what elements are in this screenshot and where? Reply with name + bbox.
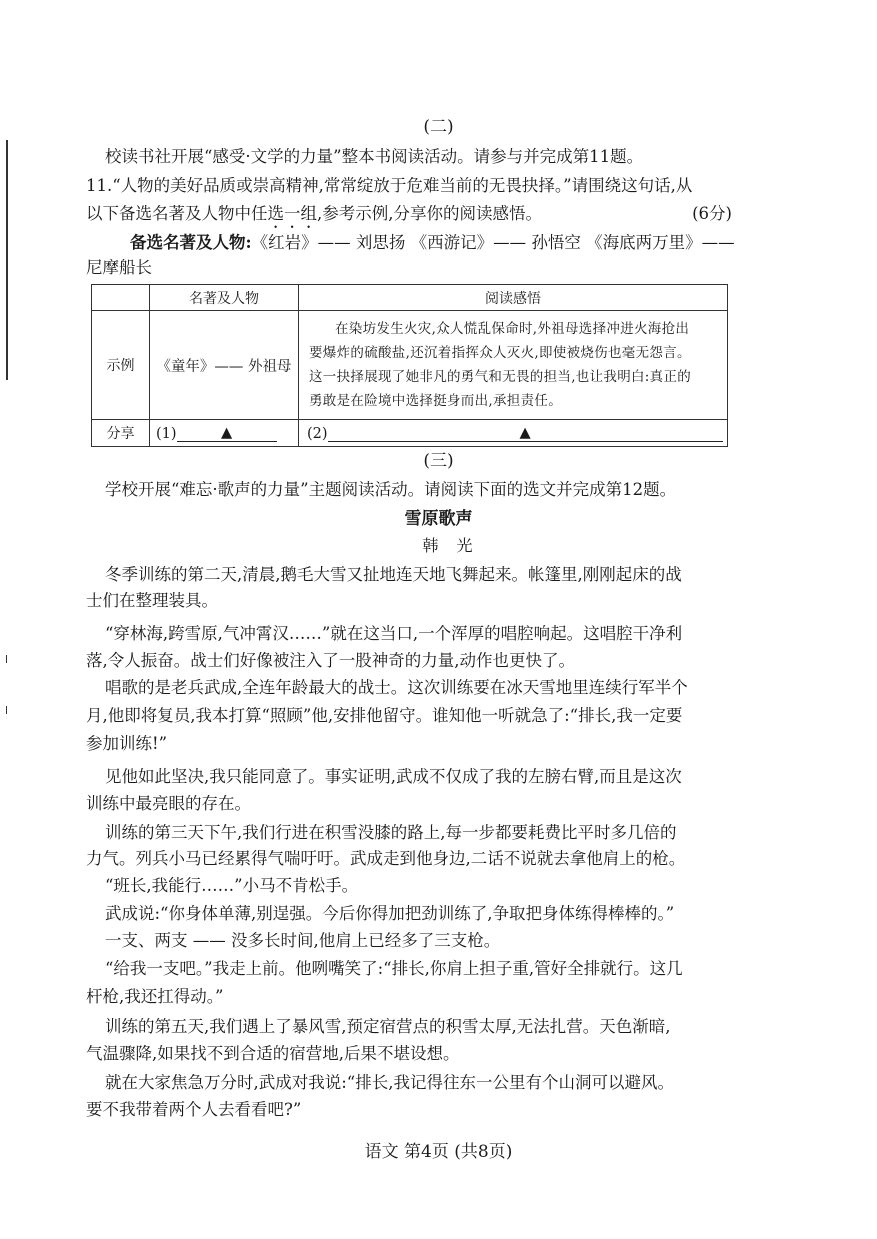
article-line: 要不我带着两个人去看看吧?” xyxy=(86,1100,302,1119)
article-line: 月,他即将复员,我本打算“照顾”他,安排他留守。谁知他一听就急了:“排长,我一定要 xyxy=(86,706,683,725)
share-label: 分享 xyxy=(92,420,150,447)
article-line: 一支、两支 —— 没多长时间,他肩上已经多了三支枪。 xyxy=(105,931,501,950)
article-line: 训练的第三天下午,我们行进在积雪没膝的路上,每一步都要耗费比平时多几倍的 xyxy=(105,823,677,842)
binding-mark-mid xyxy=(6,655,7,663)
article-line: 气温骤降,如果找不到合适的宿营地,后果不堪设想。 xyxy=(86,1044,460,1063)
article-line: 落,令人振奋。战士们好像被注入了一股神奇的力量,动作也更快了。 xyxy=(86,651,575,670)
question-11-emphasis: 选一组 xyxy=(267,204,317,223)
article-line: 冬季训练的第二天,清晨,鹅毛大雪又扯地连天地飞舞起来。帐篷里,刚刚起床的战 xyxy=(105,565,682,584)
section-2-intro: 校读书社开展“感受·文学的力量”整本书阅读活动。请参与并完成第11题。 xyxy=(105,147,644,166)
article-line: “穿林海,跨雪原,气冲霄汉……”就在这当口,一个浑厚的唱腔响起。这唱腔干净利 xyxy=(105,624,683,643)
table-row-example xyxy=(92,311,728,420)
binding-mark-low xyxy=(6,706,7,714)
question-11-line1: 11.“人物的美好品质或崇高精神,常常绽放于危难当前的无畏抉择。”请围绕这句话,从 xyxy=(86,176,693,195)
candidates-line1 xyxy=(130,232,735,254)
article-title: 雪原歌声 xyxy=(404,509,473,529)
candidates-list: 《红岩》—— 刘思扬 《西游记》—— 孙悟空 《海底两万里》—— xyxy=(251,233,735,252)
binding-mark-top xyxy=(6,140,8,380)
article-line: “给我一支吧。”我走上前。他咧嘴笑了:“排长,你肩上担子重,管好全排就行。这几 xyxy=(105,959,683,978)
example-insight-line: 这一抉择展现了她非凡的勇气和无畏的担当,也让我明白:真正的 xyxy=(309,369,692,385)
article-line: 见他如此坚决,我只能同意了。事实证明,武成不仅成了我的左膀右臂,而且是这次 xyxy=(105,767,682,786)
share-insight-cell xyxy=(299,420,728,447)
article-author: 韩光 xyxy=(422,536,491,555)
section-2-heading: (二) xyxy=(423,117,454,137)
section-3-intro: 学校开展“难忘·歌声的力量”主题阅读活动。请阅读下面的选文并完成第12题。 xyxy=(105,480,677,499)
example-insight-line: 要爆炸的硫酸盐,还沉着指挥众人灭火,即使被烧伤也毫无怨言。 xyxy=(309,345,691,361)
share-insight-blank[interactable] xyxy=(328,425,723,442)
candidates-line2: 尼摩船长 xyxy=(86,258,152,277)
table-row-share xyxy=(92,420,728,447)
article-line: 训练的第五天,我们遇上了暴风雪,预定宿营点的积雪太厚,无法扎营。天色渐暗, xyxy=(105,1017,671,1036)
example-insight xyxy=(299,311,728,420)
share-blank1-number: (1) xyxy=(156,425,177,442)
reading-share-table xyxy=(91,284,728,447)
example-insight-line: 勇敢是在险境中选择挺身而出,承担责任。 xyxy=(309,393,562,409)
question-11-text-a: 以下备选名著及人物中任 xyxy=(86,204,268,223)
article-line: 士们在整理装具。 xyxy=(86,591,218,610)
article-line: 参加训练!” xyxy=(86,734,168,753)
article-line: 训练中最亮眼的存在。 xyxy=(86,794,251,813)
article-line: 杆枪,我还扛得动。” xyxy=(86,987,224,1006)
blank-marker-icon: ▲ xyxy=(519,424,531,441)
example-label: 示例 xyxy=(92,311,150,420)
table-header-book: 名著及人物 xyxy=(150,285,299,311)
question-11-score: (6分) xyxy=(692,204,732,223)
table-header-empty xyxy=(92,285,150,311)
article-line: “班长,我能行……”小马不肯松手。 xyxy=(105,876,359,895)
example-insight-line: 在染坊发生火灾,众人慌乱保命时,外祖母选择冲进火海抢出 xyxy=(335,321,690,337)
share-book-cell xyxy=(150,420,299,447)
table-header-row xyxy=(92,285,728,311)
article-line: 力气。列兵小马已经累得气喘吁吁。武成走到他身边,二话不说就去拿他肩上的枪。 xyxy=(86,849,686,868)
share-book-blank[interactable] xyxy=(177,425,277,442)
share-blank2-number: (2) xyxy=(307,425,328,442)
article-line: 就在大家焦急万分时,武成对我说:“排长,我记得往东一公里有个山洞可以避风。 xyxy=(105,1073,674,1092)
section-3-heading: (三) xyxy=(423,451,454,471)
question-11-text-b: ,参考示例,分享你的阅读感悟。 xyxy=(317,204,542,223)
article-line: 唱歌的是老兵武成,全连年龄最大的战士。这次训练要在冰天雪地里连续行军半个 xyxy=(105,678,688,697)
page-footer: 语文 第4页 (共8页) xyxy=(364,1142,513,1162)
candidates-label: 备选名著及人物: xyxy=(130,233,252,252)
question-11-line2 xyxy=(86,203,732,232)
example-book: 《童年》—— 外祖母 xyxy=(150,311,299,420)
article-line: 武成说:“你身体单薄,别逞强。今后你得加把劲训练了,争取把身体练得棒棒的。” xyxy=(105,904,675,923)
table-header-insight: 阅读感悟 xyxy=(299,285,728,311)
blank-marker-icon: ▲ xyxy=(220,424,233,441)
